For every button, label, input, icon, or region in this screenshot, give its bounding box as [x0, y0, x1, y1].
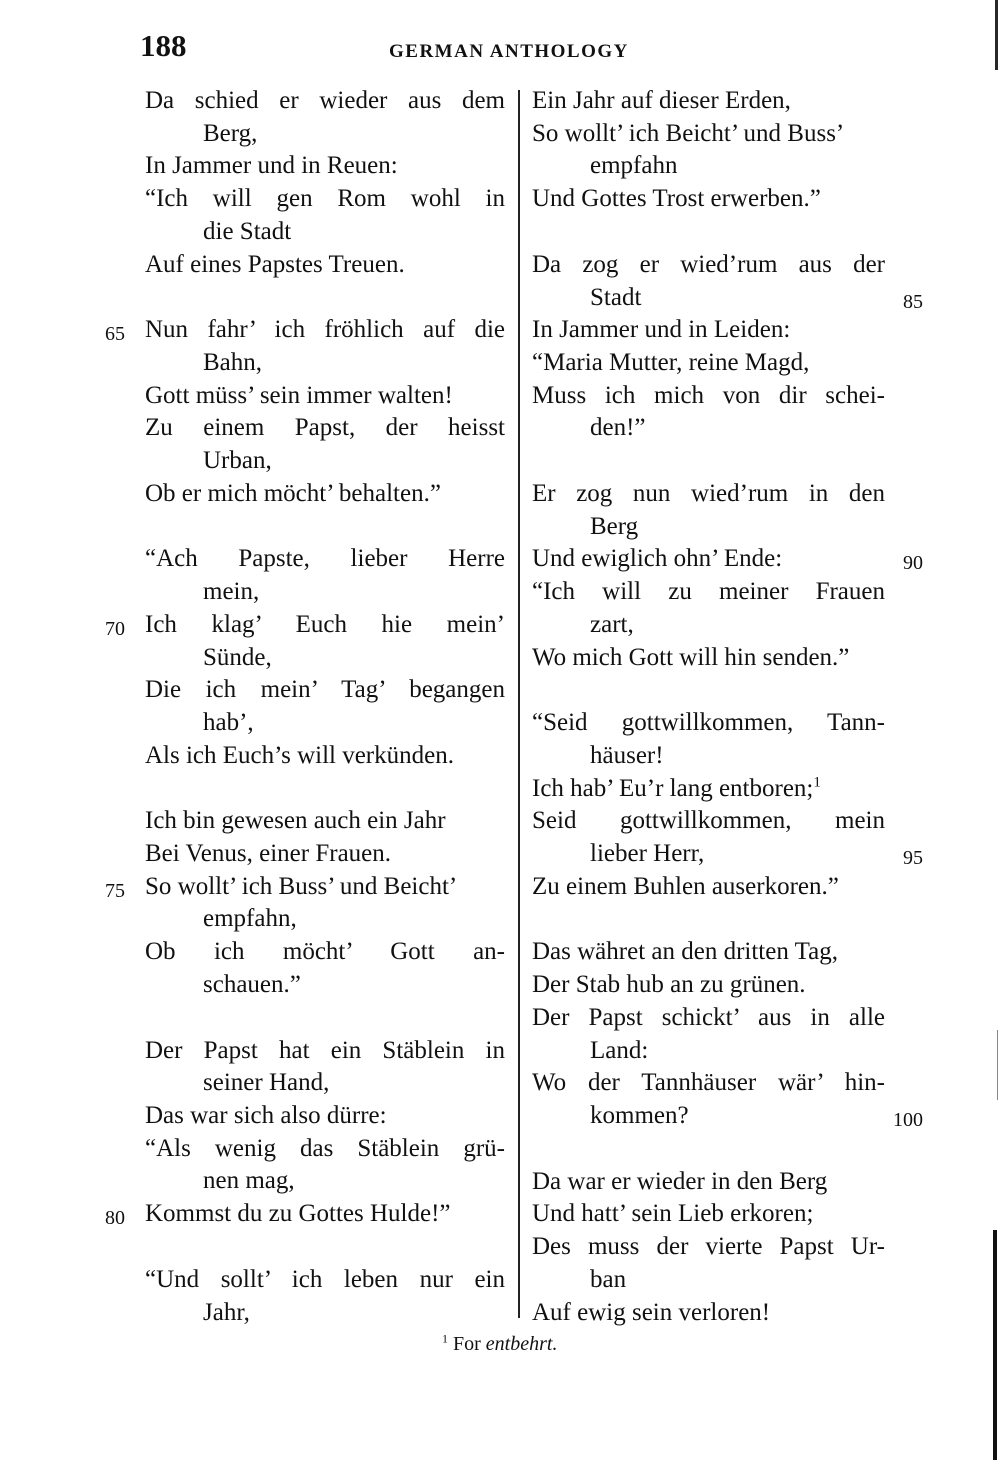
verse-line: Jahr,: [203, 1298, 250, 1326]
verse-line: Auf eines Papstes Treuen.: [145, 250, 405, 278]
verse-line: Und Gottes Trost erwerben.”: [532, 185, 821, 213]
verse-line: [590, 282, 923, 315]
stanza: [532, 1166, 885, 1330]
verse-line: [105, 871, 505, 904]
verse-line: Urban,: [203, 447, 272, 475]
stanza: [145, 85, 505, 281]
line-number: 65: [105, 323, 125, 346]
verse-line: Da schied er wieder aus dem: [145, 87, 505, 114]
stanza: [105, 805, 505, 1001]
verse-line: die Stadt: [203, 217, 292, 245]
verse-line: [532, 773, 885, 806]
verse-line-text: Und ewiglich ohn’ Ende:: [532, 545, 783, 573]
verse-line-text: Ich hab’ Eu’r lang entboren;: [532, 774, 814, 802]
verse-line: empfahn: [590, 152, 678, 180]
verse-line: empfahn,: [203, 905, 297, 933]
verse-line: Auf ewig sein verloren!: [532, 1298, 771, 1326]
verse-line: Er zog nun wied’rum in den: [532, 480, 885, 508]
verse-line: den!”: [590, 414, 646, 442]
verse-line: ban: [590, 1265, 627, 1293]
verse-line-text: lieber Herr,: [590, 840, 705, 868]
verse-line: “Maria Mutter, reine Magd,: [532, 348, 810, 376]
stanza: [532, 249, 923, 445]
left-column: [105, 85, 505, 1362]
verse-line: mein,: [203, 578, 260, 606]
stanza: [105, 543, 505, 772]
footnote-word: entbehrt.: [485, 1333, 558, 1355]
footnote-prefix: For: [453, 1333, 481, 1355]
verse-line: Muss ich mich von dir schei-: [532, 381, 885, 409]
column-divider: [518, 90, 520, 1318]
page-number: 188: [140, 28, 187, 63]
footnote: [442, 1333, 557, 1356]
line-number: 95: [903, 847, 923, 870]
verse-line: [590, 1100, 923, 1133]
verse-line: Sünde,: [203, 643, 272, 671]
verse-line: Wo der Tannhäuser wär’ hin-: [532, 1069, 885, 1097]
stanza: [105, 1035, 505, 1231]
verse-line-text: kommen?: [590, 1101, 689, 1129]
verse-line: [532, 543, 923, 576]
verse-line: Ob ich möcht’ Gott an-: [145, 938, 505, 966]
verse-line: Der Papst schickt’ aus in alle: [532, 1003, 885, 1031]
verse-line: Bahn,: [203, 348, 263, 376]
verse-line: Des muss der vierte Papst Ur-: [532, 1233, 885, 1261]
verse-line: Das währet an den dritten Tag,: [532, 938, 839, 966]
scan-edge-top: [995, 0, 998, 70]
verse-line: “Seid gottwillkommen, Tann-: [532, 709, 885, 737]
verse-line: Das war sich also dürre:: [145, 1101, 387, 1129]
verse-line-text: Ich klag’ Euch hie mein’: [145, 610, 505, 638]
line-number: 85: [903, 290, 923, 313]
verse-line-text: So wollt’ ich Buss’ und Beicht’: [145, 872, 458, 900]
verse-line-text: Kommst du zu Gottes Hulde!”: [145, 1200, 451, 1228]
verse-line: In Jammer und in Leiden:: [532, 316, 791, 344]
verse-line: Ich bin gewesen auch ein Jahr: [145, 807, 446, 835]
verse-line: Der Stab hub an zu grünen.: [532, 971, 806, 999]
verse-line: Gott müss’ sein immer walten!: [145, 381, 453, 409]
verse-line: Als ich Euch’s will verkünden.: [145, 741, 454, 769]
verse-line: So wollt’ ich Beicht’ und Buss’: [532, 119, 845, 147]
verse-line: “Ich will gen Rom wohl in: [145, 185, 505, 213]
verse-line: Ein Jahr auf dieser Erden,: [532, 87, 791, 114]
verse-line: Bei Venus, einer Frauen.: [145, 840, 392, 868]
footnote-marker: 1: [442, 1331, 448, 1346]
verse-line: “Ich will zu meiner Frauen: [532, 578, 885, 606]
verse-line: Da war er wieder in den Berg: [532, 1167, 828, 1195]
scan-edge-bottom: [993, 1230, 997, 1460]
line-number: 70: [105, 617, 125, 640]
verse-line: [105, 314, 505, 347]
running-title: GERMAN ANTHOLOGY: [389, 41, 629, 62]
verse-line: “Ach Papste, lieber Herre: [145, 545, 505, 573]
verse-line: Und hatt’ sein Lieb erkoren;: [532, 1200, 814, 1228]
stanza: [105, 314, 505, 510]
verse-line: Der Papst hat ein Stäblein in: [145, 1036, 505, 1064]
verse-line: häuser!: [590, 741, 664, 769]
stanza: [145, 1264, 505, 1329]
verse-line: schauen.”: [203, 970, 301, 998]
verse-line: Ob er mich möcht’ behalten.”: [145, 479, 441, 507]
line-number: 100: [893, 1108, 923, 1131]
verse-line: hab’,: [203, 708, 254, 736]
right-column: [532, 85, 923, 1362]
footnote-ref: 1: [813, 774, 821, 791]
verse-line: In Jammer und in Reuen:: [145, 152, 398, 180]
verse-line: Land:: [590, 1036, 649, 1064]
verse-line: Wo mich Gott will hin senden.”: [532, 643, 850, 671]
verse-line: Berg: [590, 512, 639, 540]
verse-line: Die ich mein’ Tag’ begangen: [145, 676, 505, 704]
verse-line: Zu einem Papst, der heisst: [145, 414, 505, 442]
verse-line: [105, 1198, 505, 1231]
verse-line: Zu einem Buhlen auserkoren.”: [532, 872, 839, 900]
verse-line: [105, 609, 505, 642]
verse-line: Da zog er wied’rum aus der: [532, 250, 885, 278]
verse-line: “Als wenig das Stäblein grü-: [145, 1134, 505, 1162]
line-number: 90: [903, 552, 923, 575]
stanza: [532, 478, 923, 674]
verse-line-text: Stadt: [590, 283, 642, 311]
line-number: 80: [105, 1207, 125, 1230]
verse-line: seiner Hand,: [203, 1069, 330, 1097]
stanza: [532, 707, 923, 903]
verse-line: zart,: [590, 610, 634, 638]
stanza: [532, 85, 885, 216]
verse-line: Seid gottwillkommen, mein: [532, 807, 885, 835]
stanza: [532, 936, 923, 1132]
scan-edge-mid: [997, 1030, 998, 1100]
verse-line: nen mag,: [203, 1167, 295, 1195]
verse-line-text: Nun fahr’ ich fröhlich auf die: [145, 316, 505, 344]
verse-line: “Und sollt’ ich leben nur ein: [145, 1265, 505, 1293]
line-number: 75: [105, 879, 125, 902]
verse-line: Berg,: [203, 119, 258, 147]
verse-line: [590, 838, 923, 871]
